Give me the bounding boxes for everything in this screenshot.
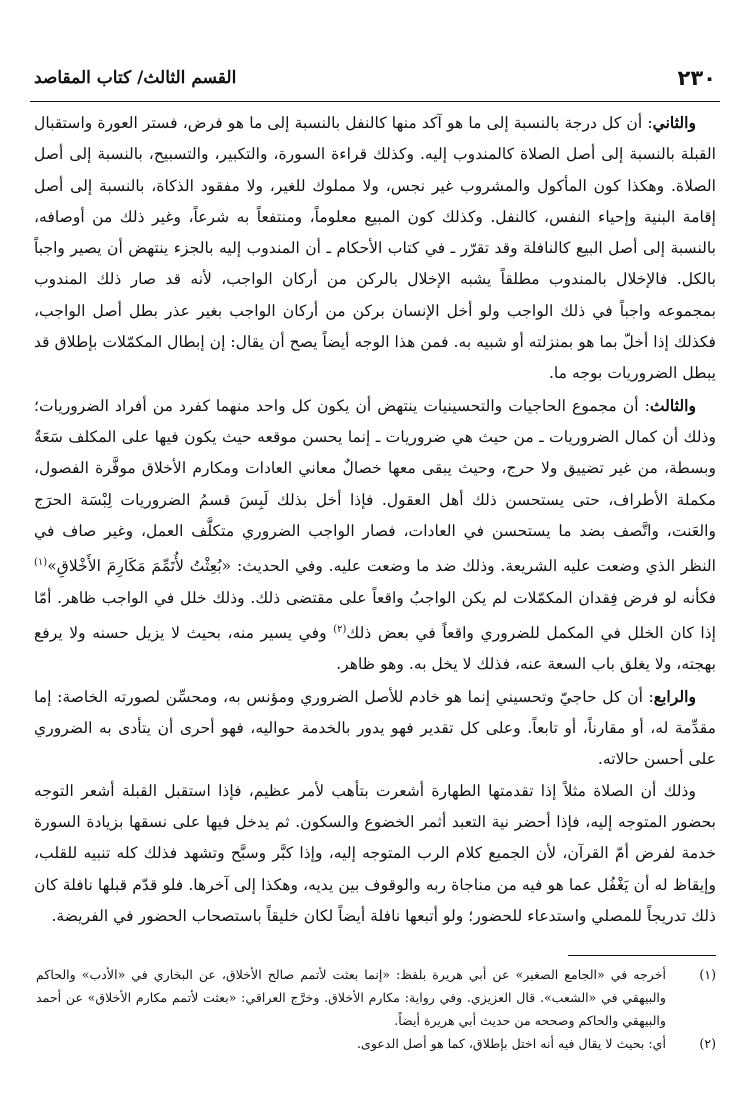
page-number: ٢٣٠ xyxy=(677,66,716,90)
footnotes xyxy=(36,963,716,1055)
running-title: القسم الثالث/ كتاب المقاصد xyxy=(34,68,237,88)
footnote-rule xyxy=(568,955,716,956)
paragraph-fourth xyxy=(34,681,716,776)
footnote-number: (١) xyxy=(699,967,716,982)
footnote-text: أي: بحيث لا يقال فيه أنه اختل بإطلاق، كما هو أصل الدعوى. xyxy=(357,1036,666,1051)
paragraph-text: وذلك أن الصلاة مثلاً إذا تقدمتها الطهارة أشعرت بتأهب لأمر عظيم، فإذا استقبل القبلة أشعر التوجه بحضور المتوجه إليه، فإذا أحضر نية التعبد أثمر الخضوع والسكون. ثم يدخل فيها على نسقها بزيادة السورة خدمة لفرض أمّ القرآن، لأن الجميع كلام الرب المتوجه إليه، وإذا كبَّر وسبَّح وتشهد فذلك كله تنبيه للقلب، وإيقاظ له أن يَغْفُل عما هو فيه من مناجاة ربه والوقوف بين يديه، وهكذا إلى آخرها. فلو قدّم قبلها نافلة كان ذلك تدريجاً للمصلي واستدعاء للحضور؛ ولو أتبعها نافلة أيضاً لكان خليقاً باستصحاب الحضور في الفريضة. xyxy=(34,781,716,925)
footnote-text: أخرجه في «الجامع الصغير» عن أبي هريرة بلفظ: «إنما بعثت لأتمم صالح الأخلاق، عن البخاري في «الأدب» والحاكم والبيهقي في «الشعب». قال العزيزي. وفي رواية: مكارم الأخلاق. وخرَّج العراقي: «بعثت لأتمم مكارم الأخلاق» عن أحمد والبيهقي والحاكم وصححه من حديث أبي هريرة أيضاً. xyxy=(36,967,666,1028)
paragraph-text: : أن مجموع الحاجيات والتحسينيات ينتهض أن يكون كل واحد منهما كفرد من أفراد الضروريات؛ وذلك أن كمال الضروريات ـ من حيث هي ضروريات ـ إنما يحسن موقعه حيث يكون فيها على المكلف سَعَةٌ وبسطة، من غير تضييق ولا حرج، وحيث يبقى معها خصالٌ معاني العادات ومكارم الأخلاق موفَّرة الفصول، مكملة الأطراف، حتى يستحسن ذلك أهل العقول. فإذا أخل بذلك لَبِسَ قسمُ الضروريات لِبْسَة الحرَج والعَنت، واتَّصف بضد ما يستحسن في العادات، فصار الواجب الضروري متكلَّف العمل، وغير صاف في النظر الذي وضعت عليه الشريعة. وذلك ضد ما وضعت عليه. وفي الحديث: «بُعِثْتُ لأُتَمِّمَ مَكَارِمَ الأَخْلاقِ» xyxy=(34,396,716,576)
paragraph-text: : أن كل درجة بالنسبة إلى ما هو آكد منها كالنفل بالنسبة إلى ما هو فرض، فستر العورة واستقبال القبلة بالنسبة إلى أصل الصلاة كالمندوب إليه. وكذلك قراءة السورة، والتكبير، والتسبيح، بالنسبة إلى أصل الصلاة. وهكذا كون المأكول والمشروب غير نجس، ولا مملوك للغير، ولا مفقود الذكاة، بالنسبة إلى أصل إقامة البنية وإحياء النفس، كالنفل. وكذلك كون المبيع معلوماً، ومنتفعاً به شرعاً، وغير ذلك من أوصافه، بالنسبة إلى أصل البيع كالنافلة وقد تقرّر ـ في كتاب الأحكام ـ أن المندوب إليه بالجزء ينتهض أن يصير واجباً بالكل. فالإخلال بالمندوب مطلقاً يشبه الإخلال بالركن من أركان الواجب، لأنه قد صار ذلك المندوب بمجموعه واجباً في ذلك الواجب ولو أخل الإنسان بركن من أركان الواجب بغير عذر بطل أصل الواجب، فكذلك إذا أخلّ بما هو بمنزلته أو شبيه به. فمن هذا الوجه أيضاً يصح أن يقال: إن إبطال المكمّلات بإطلاق قد يبطل الضروريات بوجه ما. xyxy=(34,114,716,383)
page-header xyxy=(30,66,720,98)
paragraph-lead: والثالث xyxy=(649,395,696,415)
footnote xyxy=(36,1032,716,1055)
footnote-ref[interactable]: (١) xyxy=(34,557,48,569)
paragraph-text: وفي يسير منه، بحيث لا يزيل حسنه ولا يرفع بهجته، ولا يغلق باب السعة عنه، فذلك لا يخل به. وهو ظاهر. xyxy=(34,624,716,674)
paragraph-text: : أن كل حاجيّ وتحسيني إنما هو خادم للأصل الضروري ومؤنس به، ومحسِّن لصورته الخاصة: إما مقدِّمة له، أو مقارناً، أو تابعاً. وعلى كل تقدير فهو يدور بالخدمة حواليه، فهو أحرى أن يتأدى به الضروري على أحسن حالاته. xyxy=(34,687,716,769)
footnote xyxy=(36,963,716,1032)
paragraph-prayer-example xyxy=(34,776,716,932)
footnote-ref[interactable]: (٢) xyxy=(333,623,347,635)
paragraph-lead: والثاني xyxy=(652,113,696,132)
paragraph-text: فكأنه لو فرض فِقدان المكمّلات لم يكن الواجبُ واقعاً على مقتضى ذلك. وذلك خلل في الواجب ظاهر. أمّا إذا كان الخلل في المكمل للضروري واقعاً في بعض ذلك xyxy=(34,588,716,643)
paragraph-third xyxy=(34,390,716,681)
paragraph-second xyxy=(34,107,716,390)
main-text xyxy=(34,107,716,932)
paragraph-lead: والرابع xyxy=(653,686,696,706)
footnote-number: (٢) xyxy=(699,1036,716,1051)
header-rule xyxy=(30,101,720,102)
